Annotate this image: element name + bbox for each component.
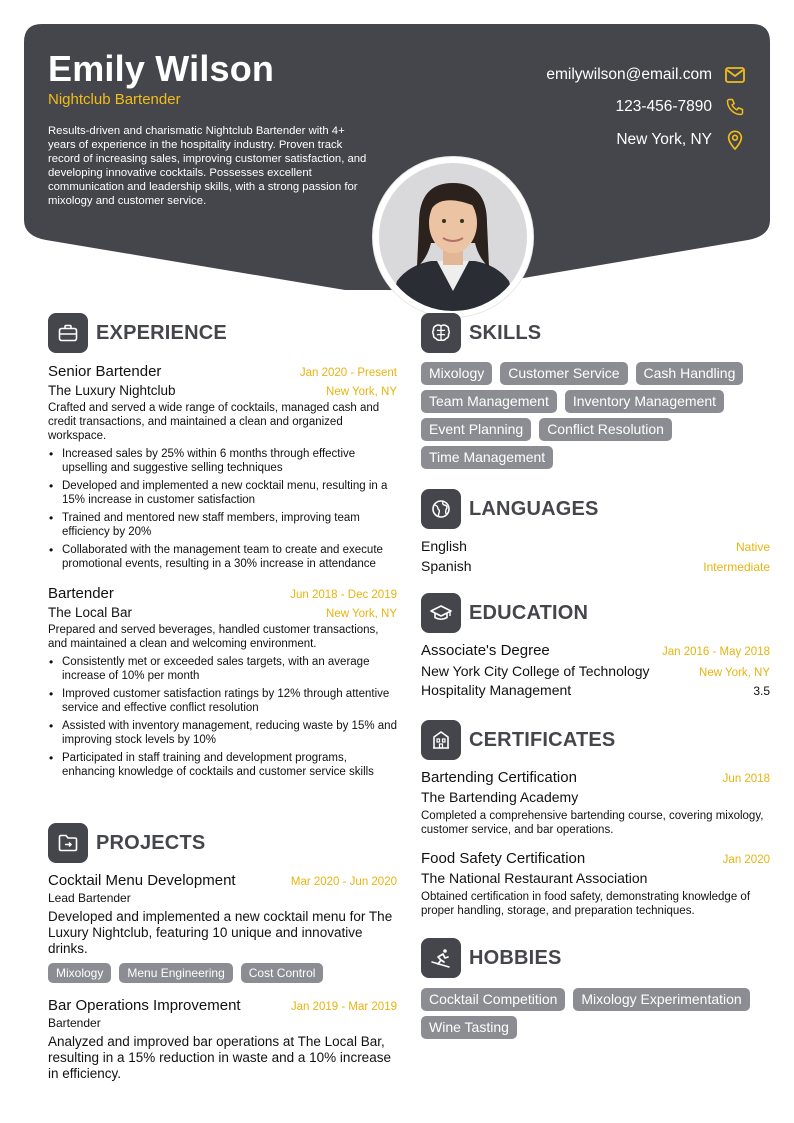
- achievement-item: • Collaborated with the management team to create and execute promotional events, resulting in a 30% increase in attendance: [48, 543, 397, 571]
- education-heading: EDUCATION: [469, 601, 589, 624]
- gpa: 3.5: [753, 684, 770, 698]
- hobby-tag: Cocktail Competition: [421, 988, 565, 1011]
- job-description: Prepared and served beverages, handled customer transactions, and maintained a clean and welcoming environment.: [48, 624, 379, 650]
- project-tags: [48, 963, 397, 983]
- phone-icon: [724, 96, 746, 118]
- contact-phone[interactable]: [615, 96, 746, 118]
- project-tag: Mixology: [48, 963, 111, 983]
- globe-icon: [421, 489, 461, 529]
- contact-email[interactable]: [546, 64, 746, 86]
- certificates-heading: CERTIFICATES: [469, 728, 616, 751]
- candidate-role: Nightclub Bartender: [48, 91, 181, 108]
- school-location: New York, NY: [699, 667, 770, 679]
- project-description: Developed and implemented a new cocktail menu for The Luxury Nightclub, featuring 10 unique and innovative drinks.: [48, 909, 393, 956]
- hobbies-heading: HOBBIES: [469, 946, 562, 969]
- achievement-item: • Improved customer satisfaction ratings by 12% through attentive service and effective conflict resolution: [48, 687, 397, 715]
- avatar: [379, 163, 527, 311]
- skills-heading: SKILLS: [469, 321, 542, 344]
- projects-section: [48, 823, 397, 1082]
- job-dates: Jun 2018 - Dec 2019: [290, 589, 397, 601]
- skill-tag: Time Management: [421, 446, 553, 469]
- project-role: Lead Bartender: [48, 891, 131, 905]
- job-location: New York, NY: [326, 386, 397, 398]
- skill-tag: Conflict Resolution: [539, 418, 672, 441]
- school-name: New York City College of Technology: [421, 663, 650, 679]
- project-entry: [48, 872, 397, 983]
- skill-tag: Team Management: [421, 390, 557, 413]
- job-achievements: [48, 447, 397, 571]
- language-row: [421, 558, 770, 574]
- education-section: [421, 593, 770, 698]
- mail-icon: [724, 64, 746, 86]
- project-title: Cocktail Menu Development: [48, 872, 236, 889]
- hobby-tag: Wine Tasting: [421, 1016, 517, 1039]
- job-entry: [48, 585, 397, 779]
- certificate-date: Jan 2020: [722, 854, 770, 866]
- project-entry: [48, 997, 397, 1082]
- certificate-description: Completed a comprehensive bartending course, covering mixology, customer service, and bar operations.: [421, 810, 764, 836]
- degree: Associate's Degree: [421, 642, 550, 659]
- candidate-name: Emily Wilson: [48, 48, 275, 89]
- job-entry: [48, 363, 397, 571]
- folder-icon: [48, 823, 88, 863]
- job-company: The Luxury Nightclub: [48, 383, 176, 398]
- graduation-cap-icon: [421, 593, 461, 633]
- languages-section: [421, 489, 770, 578]
- education-dates: Jan 2016 - May 2018: [661, 646, 770, 658]
- skills-tags: [421, 362, 770, 469]
- achievement-item: • Assisted with inventory management, reducing waste by 15% and improving stock levels by 10%: [48, 719, 397, 747]
- hobby-tag: Mixology Experimentation: [573, 988, 749, 1011]
- projects-heading: PROJECTS: [96, 831, 206, 854]
- building-icon: [421, 720, 461, 760]
- profile-summary: Results-driven and charismatic Nightclub Bartender with 4+ years of experience in the hospitality industry. Proven track record of increasing sales, improving customer satisfaction, and developing innovative cocktails. Possesses excellent communication and leadership skills, with a strong passion for mixology and customer service.: [48, 125, 367, 207]
- certificate-title: Food Safety Certification: [421, 850, 586, 867]
- achievement-item: • Consistently met or exceeded sales targets, with an average increase of 10% per month: [48, 655, 397, 683]
- job-dates: Jan 2020 - Present: [299, 367, 397, 379]
- skier-icon: [421, 938, 461, 978]
- education-entry: [421, 642, 770, 698]
- project-title: Bar Operations Improvement: [48, 997, 241, 1014]
- skill-tag: Cash Handling: [636, 362, 744, 385]
- certificate-entry: [421, 769, 770, 837]
- skills-section: [421, 313, 770, 469]
- job-title: Bartender: [48, 585, 114, 602]
- certificate-title: Bartending Certification: [421, 769, 577, 786]
- achievement-item: • Developed and implemented a new cocktail menu, resulting in a 15% increase in customer satisfaction: [48, 479, 397, 507]
- experience-section: [48, 313, 397, 783]
- language-level: Native: [735, 540, 770, 554]
- language-name: English: [421, 538, 467, 554]
- project-tag: Menu Engineering: [119, 963, 232, 983]
- achievement-item: • Participated in staff training and development programs, enhancing knowledge of cocktails and customer service skills: [48, 751, 397, 779]
- skill-tag: Customer Service: [500, 362, 627, 385]
- languages-heading: LANGUAGES: [469, 497, 599, 520]
- certificate-issuer: The Bartending Academy: [421, 789, 579, 805]
- job-achievements: [48, 655, 397, 779]
- certificate-date: Jun 2018: [722, 773, 770, 785]
- skill-tag: Mixology: [421, 362, 492, 385]
- hobbies-tags: [421, 988, 770, 1039]
- certificate-description: Obtained certification in food safety, demonstrating knowledge of proper handling, storage, and preparation techniques.: [421, 891, 751, 917]
- language-name: Spanish: [421, 558, 472, 574]
- project-role: Bartender: [48, 1016, 101, 1030]
- job-title: Senior Bartender: [48, 363, 162, 380]
- project-dates: Mar 2020 - Jun 2020: [290, 876, 397, 888]
- profile-photo: [373, 157, 533, 317]
- job-description: Crafted and served a wide range of cocktails, managed cash and credit transactions, and maintained a clean and organized workspace.: [48, 402, 380, 442]
- brain-icon: [421, 313, 461, 353]
- languages-list: [421, 538, 770, 574]
- hobbies-section: [421, 938, 770, 1039]
- location-text: New York, NY: [616, 131, 712, 148]
- project-tag: Cost Control: [241, 963, 324, 983]
- project-description: Analyzed and improved bar operations at The Local Bar, resulting in a 15% reduction in waste and a 10% increase in efficiency.: [48, 1034, 391, 1081]
- skill-tag: Event Planning: [421, 418, 531, 441]
- experience-heading: EXPERIENCE: [96, 321, 227, 344]
- project-dates: Jan 2019 - Mar 2019: [290, 1001, 397, 1013]
- certificates-section: [421, 720, 770, 918]
- skill-tag: Inventory Management: [565, 390, 724, 413]
- job-location: New York, NY: [326, 608, 397, 620]
- achievement-item: • Trained and mentored new staff members, improving team efficiency by 20%: [48, 511, 397, 539]
- phone-text[interactable]: 123-456-7890: [615, 98, 712, 115]
- field-of-study: Hospitality Management: [421, 682, 572, 698]
- email-text[interactable]: emilywilson@email.com: [546, 66, 712, 83]
- certificate-entry: [421, 850, 770, 918]
- job-company: The Local Bar: [48, 605, 133, 620]
- language-level: Intermediate: [703, 560, 770, 574]
- contact-location: [616, 129, 746, 151]
- map-pin-icon: [724, 129, 746, 151]
- language-row: [421, 538, 770, 554]
- certificate-issuer: The National Restaurant Association: [421, 870, 648, 886]
- briefcase-icon: [48, 313, 88, 353]
- achievement-item: • Increased sales by 25% within 6 months through effective upselling and suggestive selling techniques: [48, 447, 397, 475]
